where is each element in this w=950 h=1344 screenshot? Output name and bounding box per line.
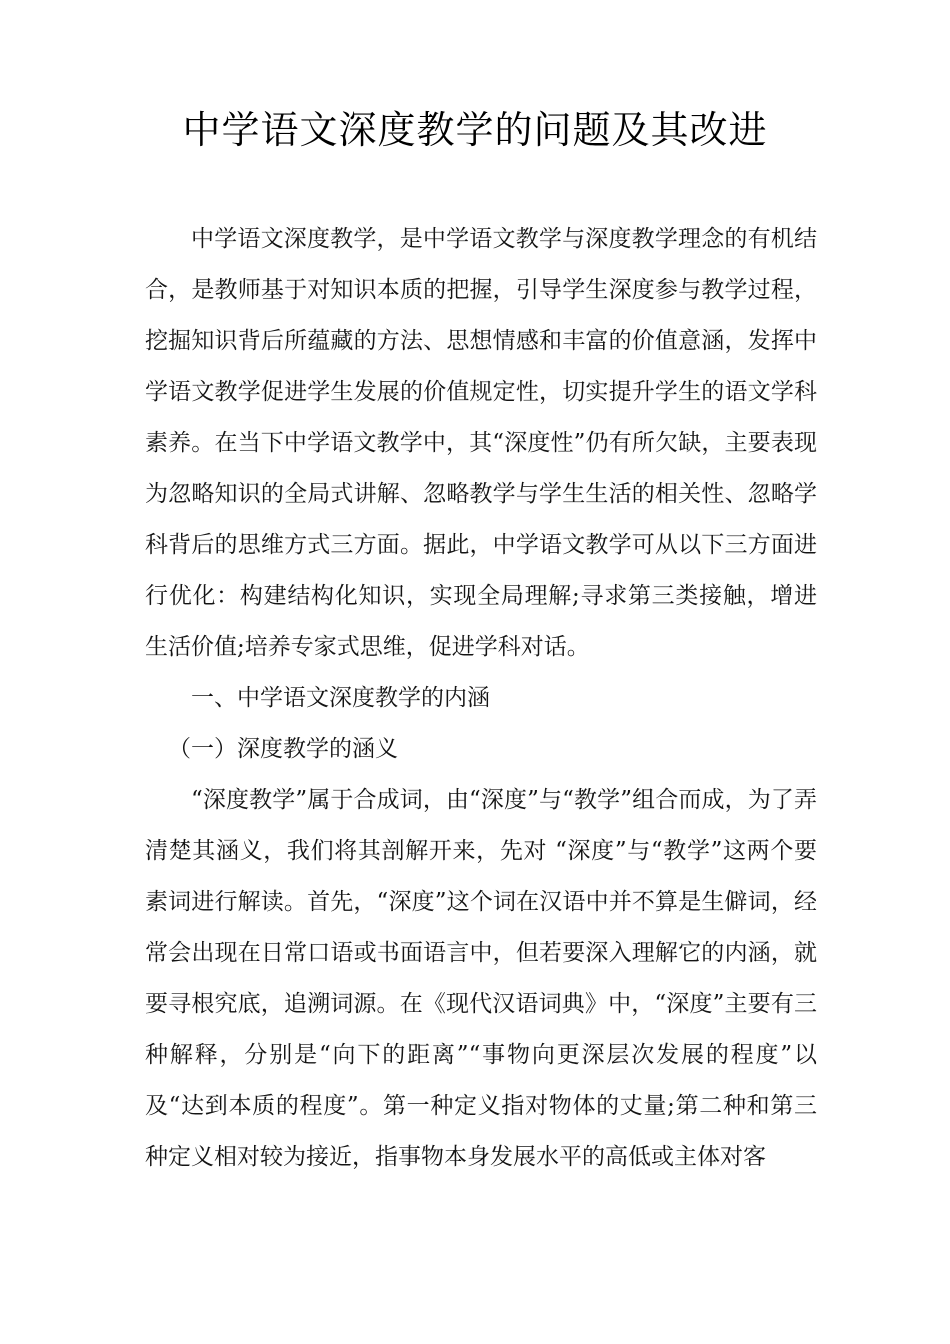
- paragraph-definition: “深度教学”属于合成词，由“深度”与“教学”组合而成，为了弄清楚其涵义，我们将其剖解开来，先对 “深度”与“教学”这两个要素词进行解读。首先，“深度”这个词在汉语中并不算是生僻词，经常会出现在日常口语或书面语言中，但若要深入理解它的内涵，就要寻根究底，追溯词源。在《现代汉语词典》中，“深度”主要有三种解释，分别是“向下的距离”“事物向更深层次发展的程度”以及“达到本质的程度”。第一种定义指对物体的丈量;第二种和第三种定义相对较为接近，指事物本身发展水平的高低或主体对客: [145, 787, 817, 1170]
- paragraph-intro: 中学语文深度教学，是中学语文教学与深度教学理念的有机结合，是教师基于对知识本质的把握，引导学生深度参与教学过程，挖掘知识背后所蕴藏的方法、思想情感和丰富的价值意涵，发挥中学语文教学促进学生发展的价值规定性，切实提升学生的语文学科素养。在当下中学语文教学中，其“深度性”仍有所欠缺，主要表现为忽略知识的全局式讲解、忽略教学与学生生活的相关性、忽略学科背后的思维方式三方面。据此，中学语文教学可从以下三方面进行优化：构建结构化知识，实现全局理解;寻求第三类接触，增进生活价值;培养专家式思维，促进学科对话。: [145, 226, 817, 660]
- document-body: [145, 214, 817, 1183]
- subsection-heading-1-1: （一）深度教学的涵义: [168, 736, 398, 762]
- document-title: 中学语文深度教学的问题及其改进: [182, 108, 768, 152]
- section-heading-1: 一、中学语文深度教学的内涵: [191, 685, 490, 711]
